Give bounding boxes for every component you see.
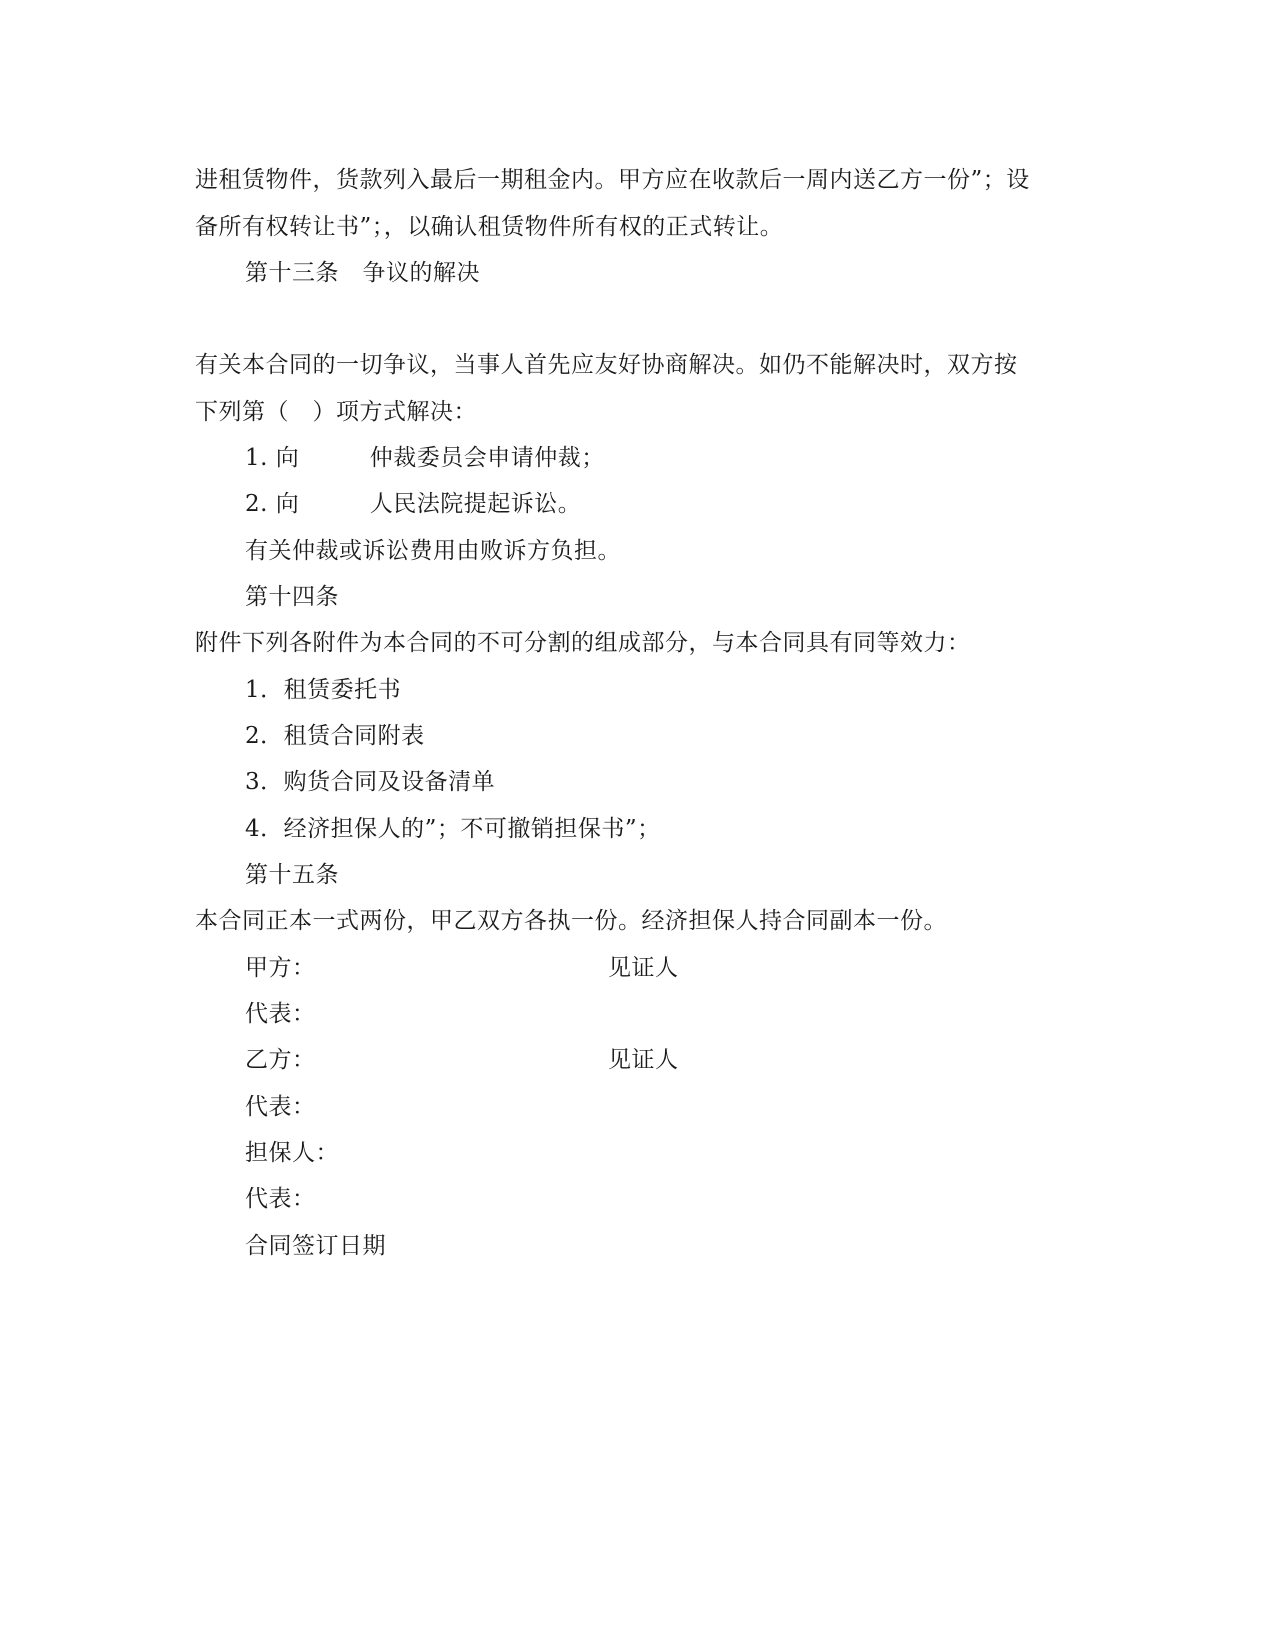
article-15-body: 本合同正本一式两份，甲乙双方各执一份。经济担保人持合同副本一份。 bbox=[195, 908, 947, 934]
representative-label-2: 代表： bbox=[245, 1094, 316, 1120]
attachment-item-4: 4．经济担保人的”；不可撤销担保书”； bbox=[245, 816, 661, 842]
witness-label-2: 见证人 bbox=[608, 1047, 679, 1073]
article-14-heading: 第十四条 bbox=[245, 584, 339, 610]
carryover-line-2: 备所有权转让书”；，以确认租赁物件所有权的正式转让。 bbox=[195, 214, 784, 240]
witness-label-1: 见证人 bbox=[608, 955, 679, 981]
carryover-line-1: 进租赁物件，货款列入最后一期租金内。甲方应在收款后一周内送乙方一份”；设 bbox=[195, 167, 1030, 193]
party-a-label: 甲方： bbox=[245, 955, 316, 981]
article-13-note: 有关仲裁或诉讼费用由败诉方负担。 bbox=[245, 538, 621, 564]
article-15-heading: 第十五条 bbox=[245, 862, 339, 888]
representative-label-1: 代表： bbox=[245, 1001, 316, 1027]
article-13-option-1: 1. 向 仲裁委员会申请仲裁； bbox=[245, 445, 605, 471]
article-13-body-line-1: 有关本合同的一切争议，当事人首先应友好协商解决。如仍不能解决时，双方按 bbox=[195, 352, 1018, 378]
guarantor-label: 担保人： bbox=[245, 1140, 339, 1166]
sign-date-label: 合同签订日期 bbox=[245, 1233, 386, 1259]
party-b-label: 乙方： bbox=[245, 1047, 316, 1073]
article-14-body: 附件下列各附件为本合同的不可分割的组成部分，与本合同具有同等效力： bbox=[195, 630, 971, 656]
attachment-item-1: 1．租赁委托书 bbox=[245, 677, 402, 703]
article-13-body-line-2: 下列第（ ）项方式解决： bbox=[195, 399, 477, 425]
article-13-heading: 第十三条 争议的解决 bbox=[245, 260, 480, 286]
representative-label-3: 代表： bbox=[245, 1186, 316, 1212]
attachment-item-3: 3．购货合同及设备清单 bbox=[245, 769, 496, 795]
attachment-item-2: 2．租赁合同附表 bbox=[245, 723, 425, 749]
article-13-option-2: 2. 向 人民法院提起诉讼。 bbox=[245, 491, 582, 517]
